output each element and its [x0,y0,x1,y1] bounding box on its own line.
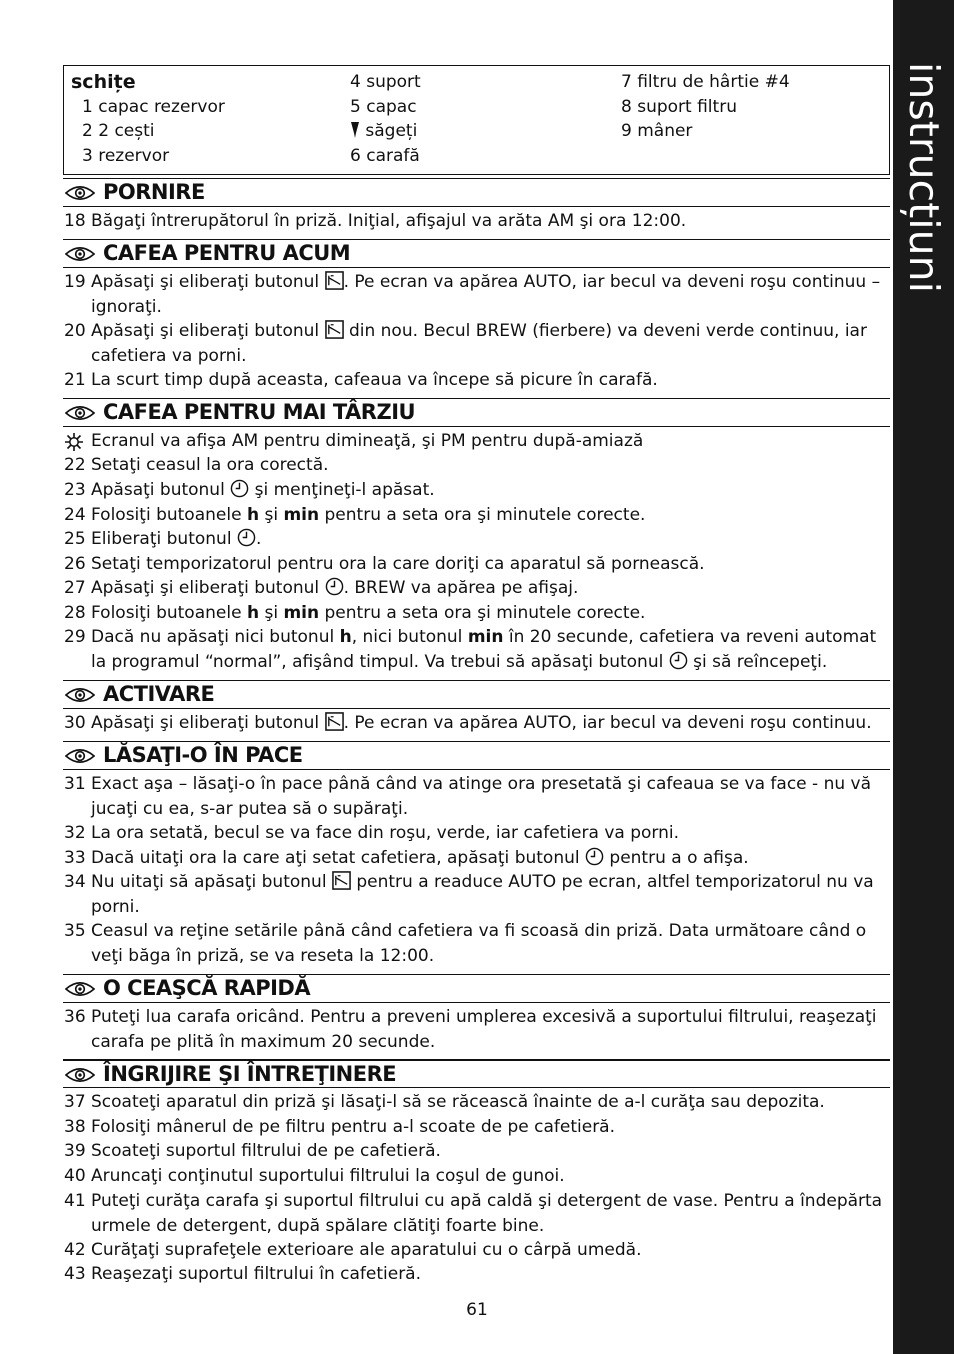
eye-icon [65,1067,95,1083]
list-item [64,527,888,552]
text-part: şi [259,505,284,525]
item-text: Curăţaţi suprafeţele exterioare ale aparatului cu o cârpă umedă. [91,1240,642,1260]
item-text: Aruncaţi conţinutul suportului filtrului la coşul de gunoi. [91,1166,565,1186]
item-text: Reaşezaţi suportul filtrului în cafetieră. [91,1264,422,1284]
text-part: Apăsaţi şi eliberaţi butonul [91,578,325,598]
item-text [64,846,888,871]
item-number: 35 [64,921,86,941]
item-number: 29 [64,627,86,647]
section-title: ACTIVARE [103,682,215,706]
section-title: CAFEA PENTRU MAI TÂRZIU [103,400,416,424]
legend-item-label: săgeți [365,121,418,141]
item-number: 25 [64,529,86,549]
item-number: 42 [64,1240,86,1260]
note-item [64,429,888,454]
item-text: Exact aşa – lăsaţi-o în pace până când va atinge ora presetată şi cafeaua se va face - nu vă jucaţi cu ea, s-ar putea să o supăraţi. [91,774,872,819]
h-label: h [339,627,352,647]
item-number: 26 [64,554,86,574]
text-part: şi [259,603,284,623]
item-text [64,527,888,552]
item-number: 33 [64,848,86,868]
list-item [64,772,888,821]
text-part: Apăsaţi şi eliberaţi butonul [91,713,325,733]
legend-item: 1 capac rezervor [82,96,225,117]
min-label: min [467,627,504,647]
legend-column-2 [350,70,421,168]
text-part: Apăsaţi şi eliberaţi butonul [91,272,325,292]
eye-icon [65,687,95,703]
section-title: LĂSAŢI-O ÎN PACE [103,743,303,767]
list-item [64,711,888,736]
text-part: din nou. Becul BREW (fierbere) va deveni verde continuu, iar cafetiera va porni. [91,321,867,366]
item-text: Ceasul va reţine setările până când cafetiera va fi scoasă din priză. Data următoare când o veţi băga în priză, se va reseta la 12:00. [91,921,867,966]
text-part: , nici butonul [351,627,468,647]
sidebar-tab [893,0,954,1354]
list-item [64,1115,888,1140]
text-part: Nu uitaţi să apăsaţi butonul [91,872,332,892]
legend-item: 4 suport [350,72,421,92]
list-item [64,478,888,503]
item-text [64,478,888,503]
min-label: min [283,505,320,525]
h-label: h [246,505,260,525]
item-text: La ora setată, becul se va face din roşu, verde, iar cafetiera va porni. [91,823,679,843]
section-title: CAFEA PENTRU ACUM [103,241,351,265]
item-number: 41 [64,1191,86,1211]
item-text: Băgaţi întrerupătorul în priză. Iniţial, afişajul va arăta AM şi ora 12:00. [91,211,687,231]
text-part: Apăsaţi şi eliberaţi butonul [91,321,325,341]
eye-icon [65,981,95,997]
item-number: 37 [64,1092,86,1112]
section-heading-ingrijire [63,1059,890,1088]
text-part: . Pe ecran va apărea AUTO, iar becul va deveni roşu continuu. [343,713,872,733]
list-item [64,552,888,577]
text-part: Dacă nu apăsaţi nici butonul [91,627,340,647]
item-number: 36 [64,1007,86,1027]
list-item [64,1189,888,1238]
list-item [64,1090,888,1115]
list-item [64,1005,888,1054]
arrow-down-icon [350,121,360,139]
text-part: Folosiţi butoanele [91,603,247,623]
clock-button-icon [237,528,256,547]
clock-button-icon [669,651,688,670]
item-text [64,270,888,319]
list-item [64,576,888,601]
item-text [64,319,888,368]
list-item [64,453,888,478]
text-part: şi menţineţi-l apăsat. [249,480,435,500]
legend-item: 8 suport filtru [621,96,737,117]
list-item [64,870,888,919]
item-number: 30 [64,713,86,733]
item-text [64,870,888,919]
legend-item: 2 2 cești [82,121,155,141]
legend-item: 6 carafă [350,145,420,166]
item-number: 32 [64,823,86,843]
item-number: 21 [64,370,86,390]
text-part: Folosiţi butoanele [91,505,247,525]
item-number: 31 [64,774,86,794]
list-item [64,1262,888,1287]
legend-title: schițe [71,71,136,93]
auto-button-icon [332,871,351,890]
text-part: . [255,529,262,549]
text-part: pentru a o afişa. [604,848,749,868]
section-heading-o-ceasca-rapida [63,974,890,1003]
text-part: Apăsaţi butonul [91,480,231,500]
text-part: în 20 secunde, cafetiera va reveni automat la programul “normal”, afişând timpul. Va trebui să apăsaţi butonul [91,627,877,672]
legend-item: 3 rezervor [82,145,170,166]
text-part: Eliberaţi butonul [91,529,237,549]
clock-button-icon [230,479,249,498]
item-text: Setaţi ceasul la ora corectă. [91,455,329,475]
page-number: 61 [466,1300,488,1320]
list-item [64,368,888,393]
section-title: ÎNGRIJIRE ŞI ÎNTREŢINERE [103,1062,397,1086]
section-title: PORNIRE [103,180,205,204]
item-number: 38 [64,1117,86,1137]
list-item [64,1164,888,1189]
list-item [64,319,888,368]
item-number: 39 [64,1141,86,1161]
eye-icon [65,748,95,764]
text-part: şi să reîncepeţi. [687,651,828,672]
clock-button-icon [325,577,344,596]
sidebar-title: instrucțiuni [900,62,948,294]
item-number: 22 [64,455,86,475]
item-number: 24 [64,505,86,525]
auto-button-icon [325,320,344,339]
section-heading-activare [63,680,890,709]
text-part: . Pe ecran va apărea AUTO, iar becul va deveni roşu continuu – ignoraţi. [91,272,881,317]
auto-button-icon [325,271,344,290]
item-number: 40 [64,1166,86,1186]
clock-button-icon [585,847,604,866]
item-number: 28 [64,603,86,623]
list-item [64,1238,888,1263]
item-text [64,711,888,736]
section-heading-cafea-acum [63,239,890,268]
section-title: O CEAŞCĂ RAPIDĂ [103,976,311,1000]
list-item [64,270,888,319]
list-item [64,503,888,528]
text-part: pentru a readuce AUTO pe ecran, altfel temporizatorul nu va porni. [91,872,874,917]
item-text [64,601,888,626]
eye-icon [65,246,95,262]
item-text [64,576,888,601]
item-number: 34 [64,872,86,892]
parts-legend-box [63,65,890,175]
legend-item: 5 capac [350,96,417,117]
section-heading-pornire [63,178,890,207]
item-number: 18 [64,211,86,231]
list-item [64,846,888,871]
item-number: 23 [64,480,86,500]
h-label: h [246,603,260,623]
list-item [64,601,888,626]
item-text: Scoateţi aparatul din priză şi lăsaţi-l să se răcească înainte de a-l curăţa sau depozita. [91,1092,825,1112]
legend-column-1 [71,70,225,168]
list-item [64,919,888,968]
item-text [64,503,888,528]
text-part: pentru a seta ora şi minutele corecte. [319,603,646,623]
item-number: 43 [64,1264,86,1284]
eye-icon [65,185,95,201]
text-part: . BREW va apărea pe afişaj. [343,578,579,598]
list-item [64,209,888,234]
item-number: 27 [64,578,86,598]
legend-item: 7 filtru de hârtie #4 [621,72,790,92]
section-heading-lasati-o-in-pace [63,741,890,770]
list-item [64,625,888,674]
item-number: 19 [64,272,86,292]
legend-column-3 [621,70,790,144]
item-text [64,625,888,674]
legend-item-arrows [350,119,421,144]
item-text: Folosiţi mânerul de pe filtru pentru a-l scoate de pe cafetieră. [91,1117,616,1137]
list-item [64,821,888,846]
item-text: Puteţi lua carafa oricând. Pentru a preveni umplerea excesivă a suportului filtrului, reaşezaţi carafa pe plită în maximum 20 secunde. [91,1007,877,1052]
text-part: Dacă uitaţi ora la care aţi setat cafetiera, apăsaţi butonul [91,848,585,868]
item-number: 20 [64,321,86,341]
item-text: La scurt timp după aceasta, cafeaua va începe să picure în carafă. [91,370,658,390]
item-text: Setaţi temporizatorul pentru ora la care doriţi ca aparatul să pornească. [91,554,705,574]
eye-icon [65,405,95,421]
min-label: min [283,603,320,623]
text-part: pentru a seta ora şi minutele corecte. [319,505,646,525]
item-text: Puteţi curăţa carafa şi suportul filtrului cu apă caldă şi detergent de vase. Pentru a îndepărta urmele de detergent, după spălare clătiţi foarte bine. [91,1191,883,1236]
list-item [64,1139,888,1164]
auto-button-icon [325,712,344,731]
item-text: Ecranul va afişa AM pentru dimineaţă, şi PM pentru după-amiază [91,431,644,451]
section-heading-cafea-mai-tarziu [63,398,890,427]
legend-item: 9 mâner [621,121,693,141]
item-text: Scoateţi suportul filtrului de pe cafetieră. [91,1141,441,1161]
